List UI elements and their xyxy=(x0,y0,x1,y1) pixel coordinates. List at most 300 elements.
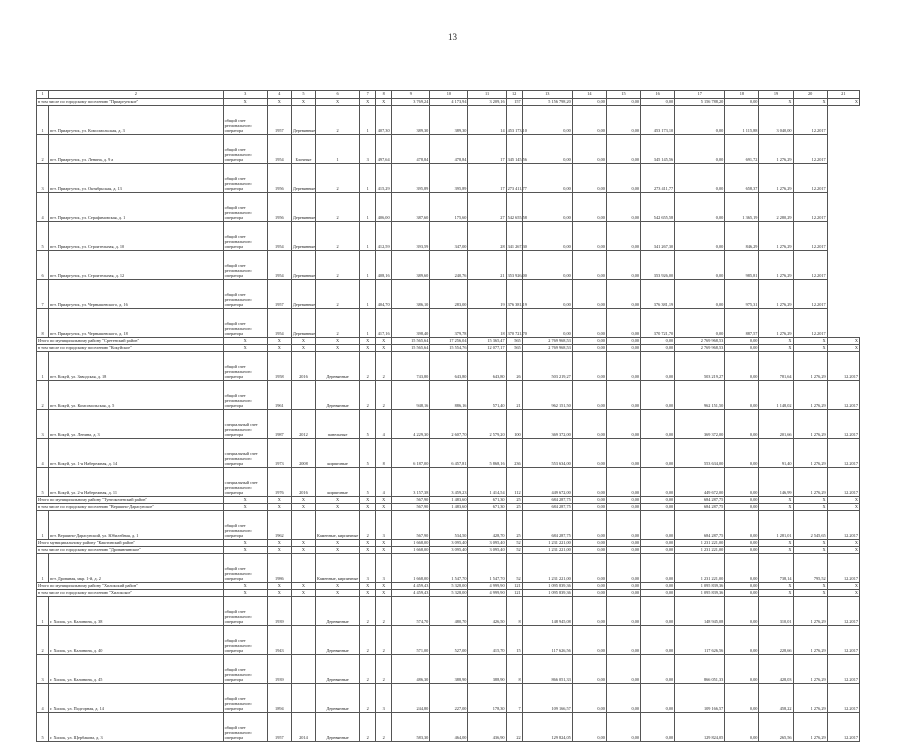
summary-cell: X xyxy=(223,583,267,590)
building-cell: 3 xyxy=(376,511,392,540)
summary-cell: 15 565,64 xyxy=(392,338,430,345)
building-cell: 15 xyxy=(506,626,522,655)
summary-cell: 121 xyxy=(506,583,522,590)
building-address: пгт. Кокуй, ул. Комсомольская, д. 5 xyxy=(49,381,224,410)
building-cell: 738,14 xyxy=(759,554,793,583)
housing-register-table xyxy=(36,90,860,742)
building-cell: 1 276,29 xyxy=(793,684,827,713)
building-cell: 21 xyxy=(468,251,506,280)
summary-cell: X xyxy=(360,590,376,597)
summary-cell: X xyxy=(315,583,359,590)
building-cell: 148 945,08 xyxy=(675,597,725,626)
building-cell: 0,00 xyxy=(606,193,640,222)
summary-cell: X xyxy=(291,504,315,511)
building-cell: 2 xyxy=(376,626,392,655)
summary-cell: 0,00 xyxy=(641,583,675,590)
fund-source-cell: общий счет регионального оператора xyxy=(223,626,267,655)
building-cell: 478,84 xyxy=(392,135,430,164)
fund-source-cell: общий счет регионального оператора xyxy=(223,309,267,338)
building-cell: 453 173,10 xyxy=(506,106,522,135)
summary-cell: X xyxy=(827,345,859,352)
building-cell: 1 365,19 xyxy=(725,193,759,222)
summary-cell: X xyxy=(315,497,359,504)
building-cell: 0,00 xyxy=(675,164,725,193)
building-cell: 5 xyxy=(360,468,376,497)
summary-cell: 4 459,43 xyxy=(392,583,430,590)
building-cell: 1939 xyxy=(267,655,291,684)
summary-cell: 25 xyxy=(506,504,522,511)
summary-cell: 0,00 xyxy=(641,345,675,352)
building-cell: 369 372,00 xyxy=(522,410,572,439)
building-cell: 449 672,00 xyxy=(675,468,725,497)
building-cell: 3 040,00 xyxy=(759,106,793,135)
building-cell: Деревянные xyxy=(315,626,359,655)
summary-cell: 2 769 968,53 xyxy=(675,338,725,345)
summary-cell: 0,00 xyxy=(606,590,640,597)
summary-row xyxy=(37,338,860,345)
building-cell: 1 xyxy=(360,193,376,222)
summary-cell: X xyxy=(827,583,859,590)
building-cell: 0,00 xyxy=(606,655,640,684)
building-row xyxy=(37,164,860,193)
building-cell: 345 145,56 xyxy=(641,135,675,164)
column-number-cell: 2 xyxy=(49,91,224,99)
building-cell: Деревянные xyxy=(315,713,359,742)
summary-cell: 3 769,24 xyxy=(392,99,430,106)
summary-cell: X xyxy=(376,583,392,590)
summary-cell: X xyxy=(376,504,392,511)
summary-cell: 0,00 xyxy=(606,504,640,511)
building-cell: 1 668,00 xyxy=(392,554,430,583)
summary-label: Итого муниципальному району "Каштинский район" xyxy=(37,540,224,547)
building-cell: 387,60 xyxy=(392,193,430,222)
building-row xyxy=(37,597,860,626)
building-cell: 353 926,00 xyxy=(506,251,522,280)
summary-cell: 1 095 839,36 xyxy=(675,590,725,597)
summary-cell: 0,00 xyxy=(572,497,606,504)
building-cell: 583,30 xyxy=(392,713,430,742)
summary-cell: 52 xyxy=(506,547,522,554)
building-cell: 0,00 xyxy=(675,135,725,164)
building-cell: 0,00 xyxy=(572,626,606,655)
building-cell: 52 xyxy=(506,554,522,583)
building-cell: 0,00 xyxy=(606,309,640,338)
building-cell: 453 173,10 xyxy=(641,106,675,135)
building-cell: 428,70 xyxy=(468,511,506,540)
building-cell: 0,00 xyxy=(522,251,572,280)
building-cell: 201,66 xyxy=(759,410,793,439)
summary-row xyxy=(37,345,860,352)
building-cell: 12.2017 xyxy=(827,554,859,583)
building-cell: 497,64 xyxy=(376,135,392,164)
building-cell: 1987 xyxy=(267,410,291,439)
building-cell: 0,00 xyxy=(606,626,640,655)
building-cell: 1 276,29 xyxy=(759,135,793,164)
building-cell: 1 148,02 xyxy=(759,381,793,410)
building-cell: 0,00 xyxy=(522,193,572,222)
fund-source-cell: специальный счет регионального оператора xyxy=(223,439,267,468)
building-cell: 887,57 xyxy=(725,309,759,338)
summary-cell: X xyxy=(291,590,315,597)
summary-cell: 0,00 xyxy=(606,583,640,590)
summary-cell: X xyxy=(793,540,827,547)
summary-cell: X xyxy=(759,590,793,597)
building-cell: 389,60 xyxy=(392,251,430,280)
summary-cell: X xyxy=(376,547,392,554)
summary-cell: 0,00 xyxy=(725,583,759,590)
building-row xyxy=(37,468,860,497)
building-cell: 567,90 xyxy=(392,511,430,540)
building-cell: 395,89 xyxy=(392,164,430,193)
summary-cell: 0,00 xyxy=(641,547,675,554)
column-number-cell: 7 xyxy=(360,91,376,99)
building-address: пгт. Приаргунск, ул. Ленина, д. 9 а xyxy=(49,135,224,164)
column-number-cell: 3 xyxy=(223,91,267,99)
building-cell: 0,00 xyxy=(725,439,759,468)
building-cell: 1 276,29 xyxy=(759,222,793,251)
summary-cell: X xyxy=(223,504,267,511)
summary-cell: 4 999,90 xyxy=(468,583,506,590)
building-cell: 0,00 xyxy=(522,106,572,135)
column-number-cell: 14 xyxy=(572,91,606,99)
building-cell: 129 824,05 xyxy=(675,713,725,742)
summary-cell: 12 077,17 xyxy=(468,345,506,352)
summary-cell: X xyxy=(223,540,267,547)
building-cell: Деревянные xyxy=(315,597,359,626)
summary-row xyxy=(37,583,860,590)
building-cell: 91,40 xyxy=(759,439,793,468)
building-cell: 353 926,00 xyxy=(641,251,675,280)
summary-cell: X xyxy=(315,504,359,511)
building-address: пгт. Вершино-Дарасунский, ул. Юбилейная, д. 1 xyxy=(49,511,224,540)
summary-cell: X xyxy=(223,497,267,504)
summary-cell: 0,00 xyxy=(725,540,759,547)
building-cell: 658,37 xyxy=(725,164,759,193)
building-cell: 3 xyxy=(360,135,376,164)
building-cell: 3 xyxy=(360,554,376,583)
summary-cell: X xyxy=(360,99,376,106)
building-cell: 244,80 xyxy=(392,684,430,713)
fund-source-cell: общий счет регионального оператора xyxy=(223,597,267,626)
building-address: пгт. Кокуй, ул. Ленина, д. 3 xyxy=(49,410,224,439)
summary-cell: X xyxy=(267,547,291,554)
summary-cell: 0,00 xyxy=(641,497,675,504)
summary-row xyxy=(37,99,860,106)
summary-cell: 3 095,40 xyxy=(468,540,506,547)
building-cell: 2 xyxy=(360,352,376,381)
building-cell: 415,70 xyxy=(468,626,506,655)
building-cell: 2008 xyxy=(291,439,315,468)
summary-cell: 4 459,43 xyxy=(392,590,430,597)
summary-cell: X xyxy=(360,547,376,554)
building-cell xyxy=(291,554,315,583)
summary-cell: 0,00 xyxy=(725,504,759,511)
building-cell: 12.2017 xyxy=(827,626,859,655)
building-cell: 8 xyxy=(376,439,392,468)
building-cell: 109 166,57 xyxy=(675,684,725,713)
summary-label: в том числе по городскому поселению "Дровяннинское" xyxy=(37,547,224,554)
summary-cell: X xyxy=(223,338,267,345)
building-row xyxy=(37,193,860,222)
building-cell: 0,00 xyxy=(725,713,759,742)
summary-cell: X xyxy=(360,540,376,547)
building-cell: 408,16 xyxy=(376,251,392,280)
column-number-cell: 5 xyxy=(291,91,315,99)
building-row xyxy=(37,713,860,742)
building-cell: 26 xyxy=(506,352,522,381)
summary-cell: 1 231 221,00 xyxy=(522,547,572,554)
summary-cell: X xyxy=(793,547,827,554)
row-number: 8 xyxy=(37,309,49,338)
building-cell: 273 411,77 xyxy=(641,164,675,193)
summary-cell: 0,00 xyxy=(725,338,759,345)
building-cell xyxy=(291,626,315,655)
building-cell: 0,00 xyxy=(725,655,759,684)
building-cell: 0,00 xyxy=(675,222,725,251)
summary-cell: X xyxy=(360,345,376,352)
summary-cell: X xyxy=(759,338,793,345)
summary-cell: X xyxy=(759,504,793,511)
building-cell: 478,84 xyxy=(430,135,468,164)
building-cell: 12.2017 xyxy=(793,193,827,222)
building-cell: 12.2017 xyxy=(793,309,827,338)
summary-cell: X xyxy=(267,590,291,597)
summary-cell: 0,00 xyxy=(641,504,675,511)
building-address: пгт. Приаргунск, ул. Чернышевского, д. 18 xyxy=(49,309,224,338)
summary-cell: 52 xyxy=(506,540,522,547)
building-cell: 1 276,29 xyxy=(759,309,793,338)
fund-source-cell: общий счет регионального оператора xyxy=(223,135,267,164)
building-address: г. Хилок, ул. Калинина, д. 40 xyxy=(49,626,224,655)
building-cell: 643,80 xyxy=(468,352,506,381)
summary-cell: X xyxy=(291,583,315,590)
summary-cell: 15 554,76 xyxy=(430,345,468,352)
summary-cell: 0,00 xyxy=(641,99,675,106)
building-cell: 388,90 xyxy=(468,655,506,684)
summary-cell: 567,90 xyxy=(392,497,430,504)
summary-cell: X xyxy=(376,345,392,352)
summary-cell: X xyxy=(223,345,267,352)
building-cell: 2 xyxy=(360,713,376,742)
summary-cell: 2 769 968,53 xyxy=(675,345,725,352)
column-number-cell: 12 xyxy=(506,91,522,99)
summary-cell: X xyxy=(291,540,315,547)
summary-cell: 3 095,40 xyxy=(430,540,468,547)
building-cell: 480,70 xyxy=(430,597,468,626)
building-cell: 175,60 xyxy=(430,193,468,222)
summary-cell: 0,00 xyxy=(725,99,759,106)
summary-label: Итого по муниципальному району "Сретенский район" xyxy=(37,338,224,345)
building-cell: 684 287,75 xyxy=(522,511,572,540)
building-cell: 1958 xyxy=(267,352,291,381)
building-address: пгт. Кокуй, ул. 2-я Набережная, д. 11 xyxy=(49,468,224,497)
building-cell: 2 xyxy=(376,597,392,626)
building-cell: 370 721,70 xyxy=(506,309,522,338)
building-cell: 0,00 xyxy=(572,309,606,338)
building-cell: 684 287,75 xyxy=(675,511,725,540)
summary-cell: X xyxy=(759,99,793,106)
building-cell: 12.2017 xyxy=(827,684,859,713)
summary-cell: 0,00 xyxy=(572,547,606,554)
building-cell: 542 655,58 xyxy=(641,193,675,222)
building-cell: 795,52 xyxy=(793,554,827,583)
building-cell: 12.2017 xyxy=(827,511,859,540)
building-cell: 0,00 xyxy=(641,381,675,410)
building-cell: 571,40 xyxy=(468,381,506,410)
building-cell: 2 xyxy=(376,352,392,381)
building-cell: 962 151,50 xyxy=(675,381,725,410)
building-cell: Деревянные xyxy=(291,106,315,135)
building-cell: 12.2017 xyxy=(793,164,827,193)
building-cell: 1 xyxy=(360,280,376,309)
fund-source-cell: общий счет регионального оператора xyxy=(223,222,267,251)
summary-cell: X xyxy=(315,547,359,554)
building-cell: 6 457,81 xyxy=(430,439,468,468)
building-cell: 1956 xyxy=(267,193,291,222)
column-number-cell: 13 xyxy=(522,91,572,99)
building-cell: 1 231 221,00 xyxy=(522,554,572,583)
building-cell: 0,00 xyxy=(572,468,606,497)
summary-cell: X xyxy=(223,590,267,597)
building-cell: Деревянные xyxy=(291,251,315,280)
summary-label: Итого по муниципальному району "Хилокский район" xyxy=(37,583,224,590)
fund-source-cell: общий счет регионального оператора xyxy=(223,193,267,222)
building-cell: 148 945,08 xyxy=(522,597,572,626)
summary-row xyxy=(37,540,860,547)
building-cell: Деревянные xyxy=(291,222,315,251)
building-address: пгт. Приаргунск, ул. Комсомольская, д. 3 xyxy=(49,106,224,135)
row-number: 1 xyxy=(37,106,49,135)
summary-cell: 0,00 xyxy=(606,497,640,504)
building-cell: 12.2017 xyxy=(827,381,859,410)
building-cell: 100 xyxy=(506,410,522,439)
building-cell: 0,00 xyxy=(572,164,606,193)
building-cell: 19 xyxy=(468,280,506,309)
building-cell: 0,00 xyxy=(675,280,725,309)
building-row xyxy=(37,554,860,583)
summary-cell: 0,00 xyxy=(572,590,606,597)
row-number: 6 xyxy=(37,251,49,280)
summary-cell: X xyxy=(793,345,827,352)
building-cell: 0,00 xyxy=(522,309,572,338)
building-cell: 2 xyxy=(315,280,359,309)
building-address: пгт. Кокуй, ул. 1-я Набережная, д. 14 xyxy=(49,439,224,468)
row-number: 4 xyxy=(37,684,49,713)
building-cell: 236 xyxy=(506,439,522,468)
building-cell: 449 672,00 xyxy=(522,468,572,497)
building-cell: 0,00 xyxy=(606,554,640,583)
building-cell: Блочные xyxy=(291,135,315,164)
summary-cell: 1 483,60 xyxy=(430,504,468,511)
building-row xyxy=(37,684,860,713)
building-cell: 0,00 xyxy=(641,626,675,655)
summary-cell: X xyxy=(827,338,859,345)
building-cell: 12.2017 xyxy=(793,280,827,309)
building-cell: 743,80 xyxy=(392,352,430,381)
building-cell: 0,00 xyxy=(606,713,640,742)
building-cell: 1 xyxy=(360,309,376,338)
building-row xyxy=(37,511,860,540)
summary-cell: X xyxy=(793,583,827,590)
building-cell: 1956 xyxy=(267,164,291,193)
building-cell: 376 381,19 xyxy=(506,280,522,309)
building-cell: 21 xyxy=(506,381,522,410)
building-cell: 12.2017 xyxy=(827,352,859,381)
summary-cell: 1 668,00 xyxy=(392,547,430,554)
building-cell: 0,00 xyxy=(522,280,572,309)
building-cell: 2 xyxy=(315,309,359,338)
building-cell: 542 655,58 xyxy=(506,193,522,222)
building-cell: 571,00 xyxy=(392,626,430,655)
summary-cell: 0,00 xyxy=(606,547,640,554)
building-cell: 1 276,29 xyxy=(759,251,793,280)
building-cell: 1957 xyxy=(267,713,291,742)
summary-cell: X xyxy=(827,590,859,597)
building-cell: 117 626,56 xyxy=(675,626,725,655)
building-cell: 1 xyxy=(360,251,376,280)
building-cell: 0,00 xyxy=(606,439,640,468)
building-cell: 1 547,70 xyxy=(468,554,506,583)
building-cell: 0,00 xyxy=(641,655,675,684)
building-cell: 2012 xyxy=(291,410,315,439)
building-cell: 0,00 xyxy=(522,164,572,193)
column-number-cell: 9 xyxy=(392,91,430,99)
summary-cell: 2 769 968,53 xyxy=(522,338,572,345)
building-address: пгт. Приаргунск, ул. Строительная, д. 12 xyxy=(49,251,224,280)
building-cell: 1954 xyxy=(267,222,291,251)
building-cell: 0,00 xyxy=(572,554,606,583)
summary-cell: 3 095,40 xyxy=(430,547,468,554)
summary-cell: 1 095 839,36 xyxy=(522,590,572,597)
building-cell: 866 051,33 xyxy=(522,655,572,684)
building-cell: 503 219,27 xyxy=(522,352,572,381)
building-cell: 1986 xyxy=(267,554,291,583)
summary-cell: 671,30 xyxy=(468,497,506,504)
summary-cell: X xyxy=(759,540,793,547)
building-cell: 0,00 xyxy=(522,135,572,164)
summary-cell: 17 256,04 xyxy=(430,338,468,345)
summary-cell: 1 483,60 xyxy=(430,497,468,504)
summary-cell: 0,00 xyxy=(606,99,640,106)
summary-cell: X xyxy=(291,99,315,106)
building-cell: 2 xyxy=(315,106,359,135)
building-cell: 376 381,19 xyxy=(641,280,675,309)
building-cell: 0,00 xyxy=(606,684,640,713)
summary-cell: 0,00 xyxy=(725,547,759,554)
building-cell: 0,00 xyxy=(606,280,640,309)
building-cell: 0,00 xyxy=(572,655,606,684)
building-cell: 0,00 xyxy=(606,251,640,280)
building-cell: Каменные, кирпичные xyxy=(315,511,359,540)
building-cell: 178,30 xyxy=(468,684,506,713)
building-cell xyxy=(291,684,315,713)
building-cell: 12.2017 xyxy=(827,713,859,742)
building-cell: 27 xyxy=(468,193,506,222)
building-cell: 0,00 xyxy=(641,410,675,439)
summary-cell: X xyxy=(267,338,291,345)
building-address: г. Хилок, ул. Подгорная, д. 14 xyxy=(49,684,224,713)
building-cell: 2 579,20 xyxy=(468,410,506,439)
building-cell: 2 545,65 xyxy=(793,511,827,540)
building-cell: 2 xyxy=(360,626,376,655)
building-cell: 0,00 xyxy=(572,222,606,251)
building-cell: 146,99 xyxy=(759,468,793,497)
building-cell: 12.2017 xyxy=(827,410,859,439)
summary-cell: X xyxy=(360,583,376,590)
building-row xyxy=(37,381,860,410)
fund-source-cell: общий счет регионального оператора xyxy=(223,251,267,280)
building-cell: 2 xyxy=(360,655,376,684)
